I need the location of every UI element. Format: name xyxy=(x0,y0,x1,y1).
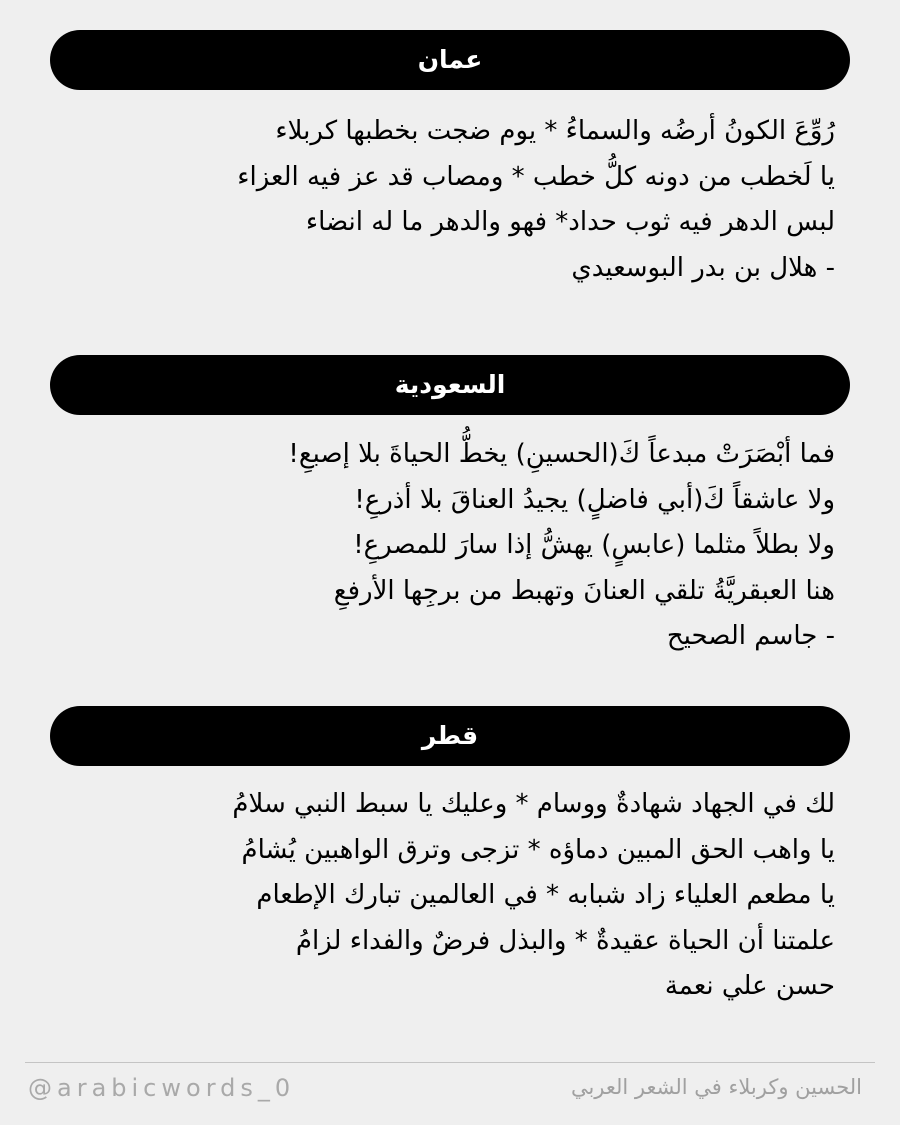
poem-lines-oman xyxy=(95,109,835,246)
poem-line: ولا عاشقاً كَ(أبي فاضلٍ) يجيدُ العناقَ بلا أذرعِ! xyxy=(354,484,835,515)
poem-line: يا واهب الحق المبين دماؤه * تزجى وترق الواهبين يُشامُ xyxy=(241,834,835,865)
poem-line: يا لَخطب من دونه كلُّ خطب * ومصاب قد عز فيه العزاء xyxy=(237,161,835,192)
poet-name-oman: - هلال بن بدر البوسعيدي xyxy=(571,253,835,283)
poem-line: رُوِّعَ الكونُ أرضُه والسماءُ * يوم ضجت بخطبها كربلاء xyxy=(275,116,835,146)
footer-divider xyxy=(25,1062,875,1063)
country-header-saudi: السعودية xyxy=(50,355,850,415)
poem-line: ولا بطلاً مثلما (عابسٍ) يهشُّ إذا سارَ للمصرعِ! xyxy=(353,530,835,560)
country-header-oman: عمان xyxy=(50,30,850,90)
poem-lines-qatar xyxy=(95,782,835,1010)
poem-line: يا مطعم العلياء زاد شبابه * في العالمين تبارك الإطعام xyxy=(256,880,835,910)
poem-line: فما أبْصَرَتْ مبدعاً كَ(الحسينِ) يخطُّ الحياةَ بلا إصبعِ! xyxy=(288,439,835,469)
poet-name-saudi: - جاسم الصحيح xyxy=(666,621,835,651)
country-header-qatar: قطر xyxy=(50,706,850,766)
footer-title: الحسين وكربلاء في الشعر العربي xyxy=(570,1075,862,1099)
poem-line: علمتنا أن الحياة عقيدةٌ * والبذل فرضٌ والفداء لزامُ xyxy=(295,925,835,956)
footer-handle: @arabicwords_0 xyxy=(28,1074,296,1102)
poem-lines-saudi xyxy=(95,432,835,614)
poem-line: هنا العبقريَّةُ تلقي العنانَ وتهبط من برجِها الأرفعِ xyxy=(333,575,835,606)
poem-line: لك في الجهاد شهادةٌ ووسام * وعليك يا سبط النبي سلامُ xyxy=(232,789,835,819)
poem-line: لبس الدهر فيه ثوب حداد* فهو والدهر ما له انضاء xyxy=(305,207,835,237)
poem-line: حسن علي نعمة xyxy=(664,971,835,1001)
